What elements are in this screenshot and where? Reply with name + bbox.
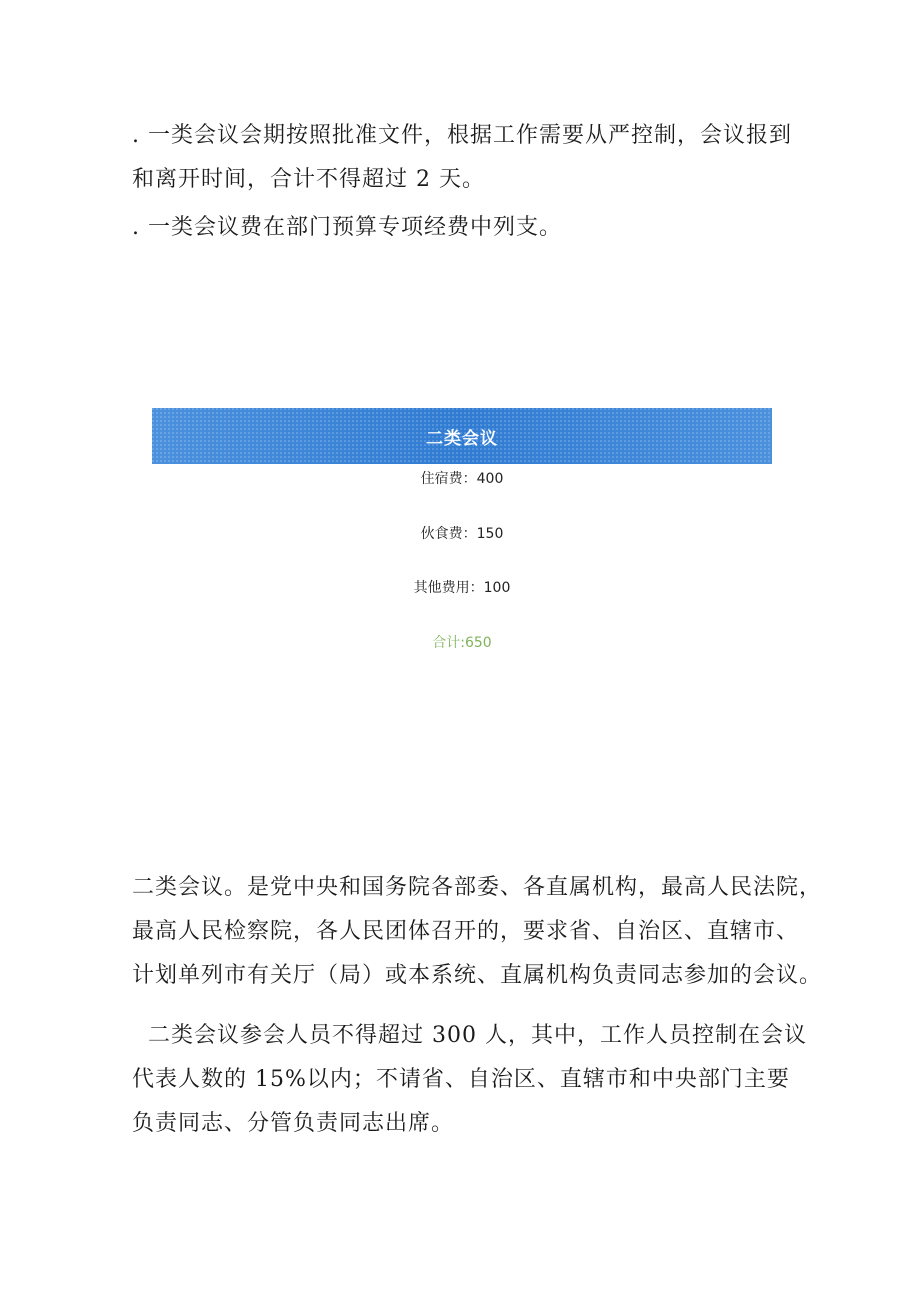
text-line: 二类会议参会人员不得超过 300 人，其中，工作人员控制在会议	[132, 1023, 807, 1048]
fee-meals: 伙食费：150	[420, 526, 504, 542]
text-line: . 一类会议费在部门预算专项经费中列支。	[132, 215, 562, 240]
text-line: . 一类会议会期按照批准文件，根据工作需要从严控制，会议报到	[132, 123, 792, 148]
text-line: 最高人民检察院，各人民团体召开的，要求省、自治区、直辖市、	[132, 919, 800, 944]
fee-other: 其他费用：100	[413, 580, 511, 596]
text-line: 二类会议。是党中央和国务院各部委、各直属机构，最高人民法院，	[132, 875, 823, 900]
paragraph-meeting-budget	[132, 206, 812, 250]
paragraph-meeting-duration	[132, 114, 812, 202]
text-line: 负责同志、分管负责同志出席。	[132, 1111, 455, 1136]
fee-total: 合计:650	[432, 635, 492, 651]
text-line: 代表人数的 15%以内；不请省、自治区、直辖市和中央部门主要	[132, 1067, 790, 1092]
text-line: 计划单列市有关厅（局）或本系统、直属机构负责同志参加的会议。	[132, 963, 823, 988]
paragraph-class2-definition	[132, 866, 823, 998]
fee-card-title: 二类会议	[426, 428, 498, 449]
paragraph-class2-attendance	[132, 1014, 812, 1146]
fee-card-banner	[152, 408, 772, 464]
fee-lodging: 住宿费：400	[420, 471, 504, 487]
text-line: 和离开时间，合计不得超过 2 天。	[132, 167, 485, 192]
